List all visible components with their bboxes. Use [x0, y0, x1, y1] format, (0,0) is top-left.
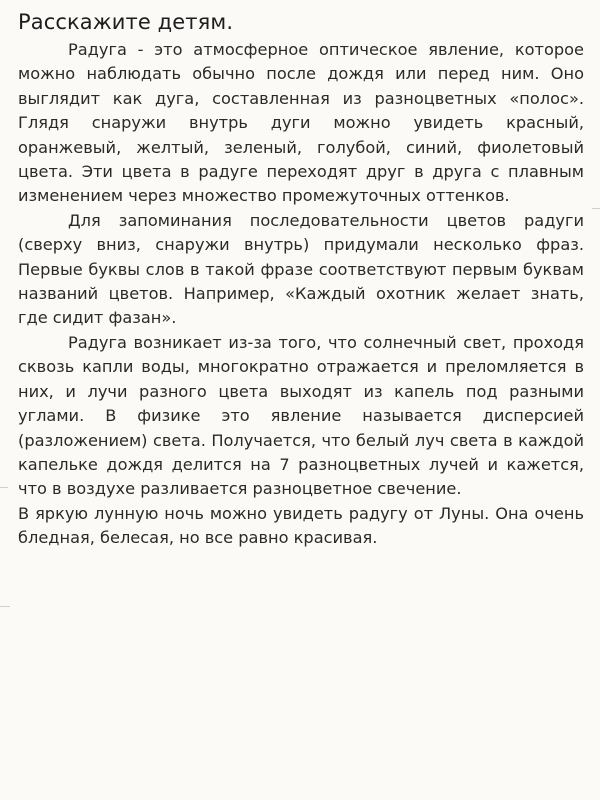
scan-edge-mark	[0, 487, 8, 488]
paragraph-color-mnemonic: Для запоминания последовательности цветов радуги (сверху вниз, снаружи внутрь) придумали несколько фраз. Первые буквы слов в такой фразе соответствуют первым буквам названий цветов. Например, «Каждый охотник желает знать, где сидит фазан».	[18, 210, 584, 328]
paragraph-moon-rainbow: В яркую лунную ночь можно увидеть радугу от Луны. Она очень бледная, белесая, но все равно красивая.	[18, 503, 584, 548]
scan-edge-mark	[0, 606, 10, 607]
scan-edge-mark	[592, 208, 600, 209]
paragraph-rainbow-definition: Радуга - это атмосферное оптическое явление, которое можно наблюдать обычно после дождя или перед ним. Оно выглядит как дуга, составленная из разноцветных «полос». Глядя снаружи внутрь дуги можно увидеть красный, оранжевый, желтый, зеленый, голубой, синий, фиолетовый цвета. Эти цвета в радуге переходят друг в друга с плавным изменением через множество промежуточных оттенков.	[18, 40, 584, 206]
document-body	[18, 38, 584, 551]
paragraph-dispersion: Радуга возникает из-за того, что солнечный свет, проходя сквозь капли воды, многократно отражается и преломляется в них, и лучи разного цвета выходят из капель под разными углами. В физике это явление называется дисперсией (разложением) света. Получается, что белый луч света в каждой капельке дождя делится на 7 разноцветных лучей и кажется, что в воздухе разливается разноцветное свечение.	[18, 332, 584, 499]
page-title: Расскажите детям.	[18, 10, 234, 34]
